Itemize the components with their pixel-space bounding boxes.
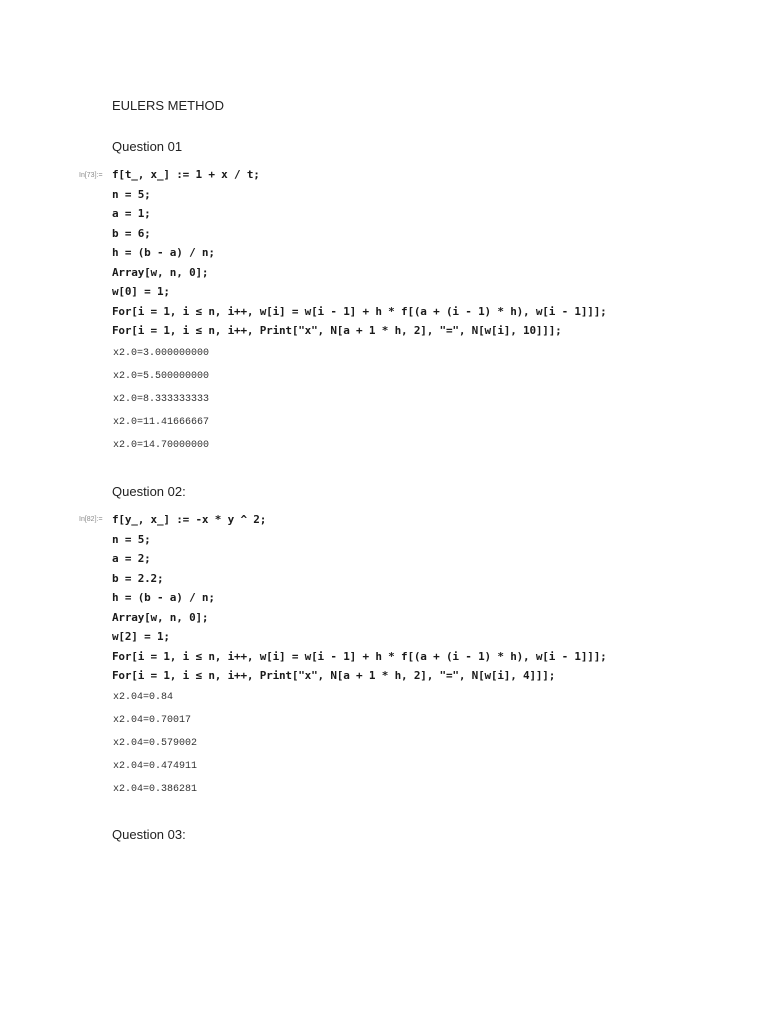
input-cell-label: In[82]:= xyxy=(79,516,103,523)
code-line: For[i = 1, i ≤ n, i++, Print["x", N[a + 1 * h, 2], "=", N[w[i], 4]]]; xyxy=(112,669,556,682)
code-line: For[i = 1, i ≤ n, i++, w[i] = w[i - 1] + h * f[(a + (i - 1) * h), w[i - 1]]]; xyxy=(112,304,607,318)
code-line: b = 2.2; xyxy=(112,571,164,585)
code-line: Array[w, n, 0]; xyxy=(112,610,209,624)
document-title: EULERS METHOD xyxy=(112,98,224,113)
code-line: For[i = 1, i ≤ n, i++, w[i] = w[i - 1] + h * f[(a + (i - 1) * h), w[i - 1]]]; xyxy=(112,649,607,663)
code-line: w[0] = 1; xyxy=(112,285,170,298)
question-03-heading: Question 03: xyxy=(112,827,186,842)
code-line: b = 6; xyxy=(112,226,151,240)
code-line: f[t_, x_] := 1 + x / t; xyxy=(112,168,260,181)
output-line: x2.0=3.000000000 xyxy=(113,348,210,359)
code-line: Array[w, n, 0]; xyxy=(112,265,209,279)
output-line: x2.04=0.70017 xyxy=(113,715,192,726)
code-line: h = (b - a) / n; xyxy=(112,591,215,604)
input-cell-q2[interactable] xyxy=(112,510,607,686)
output-line: x2.04=0.386281 xyxy=(113,784,198,795)
question-01-heading: Question 01 xyxy=(112,139,183,154)
output-line: x2.04=0.84 xyxy=(113,692,174,703)
code-line: h = (b - a) / n; xyxy=(112,246,215,259)
output-line: x2.0=14.70000000 xyxy=(113,440,210,451)
output-line: x2.04=0.474911 xyxy=(113,761,198,772)
output-line: x2.0=8.333333333 xyxy=(113,394,210,405)
output-cell-q2 xyxy=(113,686,197,801)
code-line: a = 1; xyxy=(112,207,151,220)
output-cell-q1 xyxy=(113,342,209,457)
code-line: For[i = 1, i ≤ n, i++, Print["x", N[a + 1 * h, 2], "=", N[w[i], 10]]]; xyxy=(112,324,562,337)
code-line: w[2] = 1; xyxy=(112,630,170,643)
question-02-heading: Question 02: xyxy=(112,484,186,499)
code-line: n = 5; xyxy=(112,532,151,546)
code-line: a = 2; xyxy=(112,552,151,565)
code-line: f[y_, x_] := -x * y ^ 2; xyxy=(112,513,267,526)
output-line: x2.04=0.579002 xyxy=(113,738,198,749)
input-cell-label: In[73]:= xyxy=(79,172,103,179)
input-cell-q1[interactable] xyxy=(112,165,607,341)
output-line: x2.0=5.500000000 xyxy=(113,371,210,382)
output-line: x2.0=11.41666667 xyxy=(113,417,210,428)
code-line: n = 5; xyxy=(112,187,151,201)
